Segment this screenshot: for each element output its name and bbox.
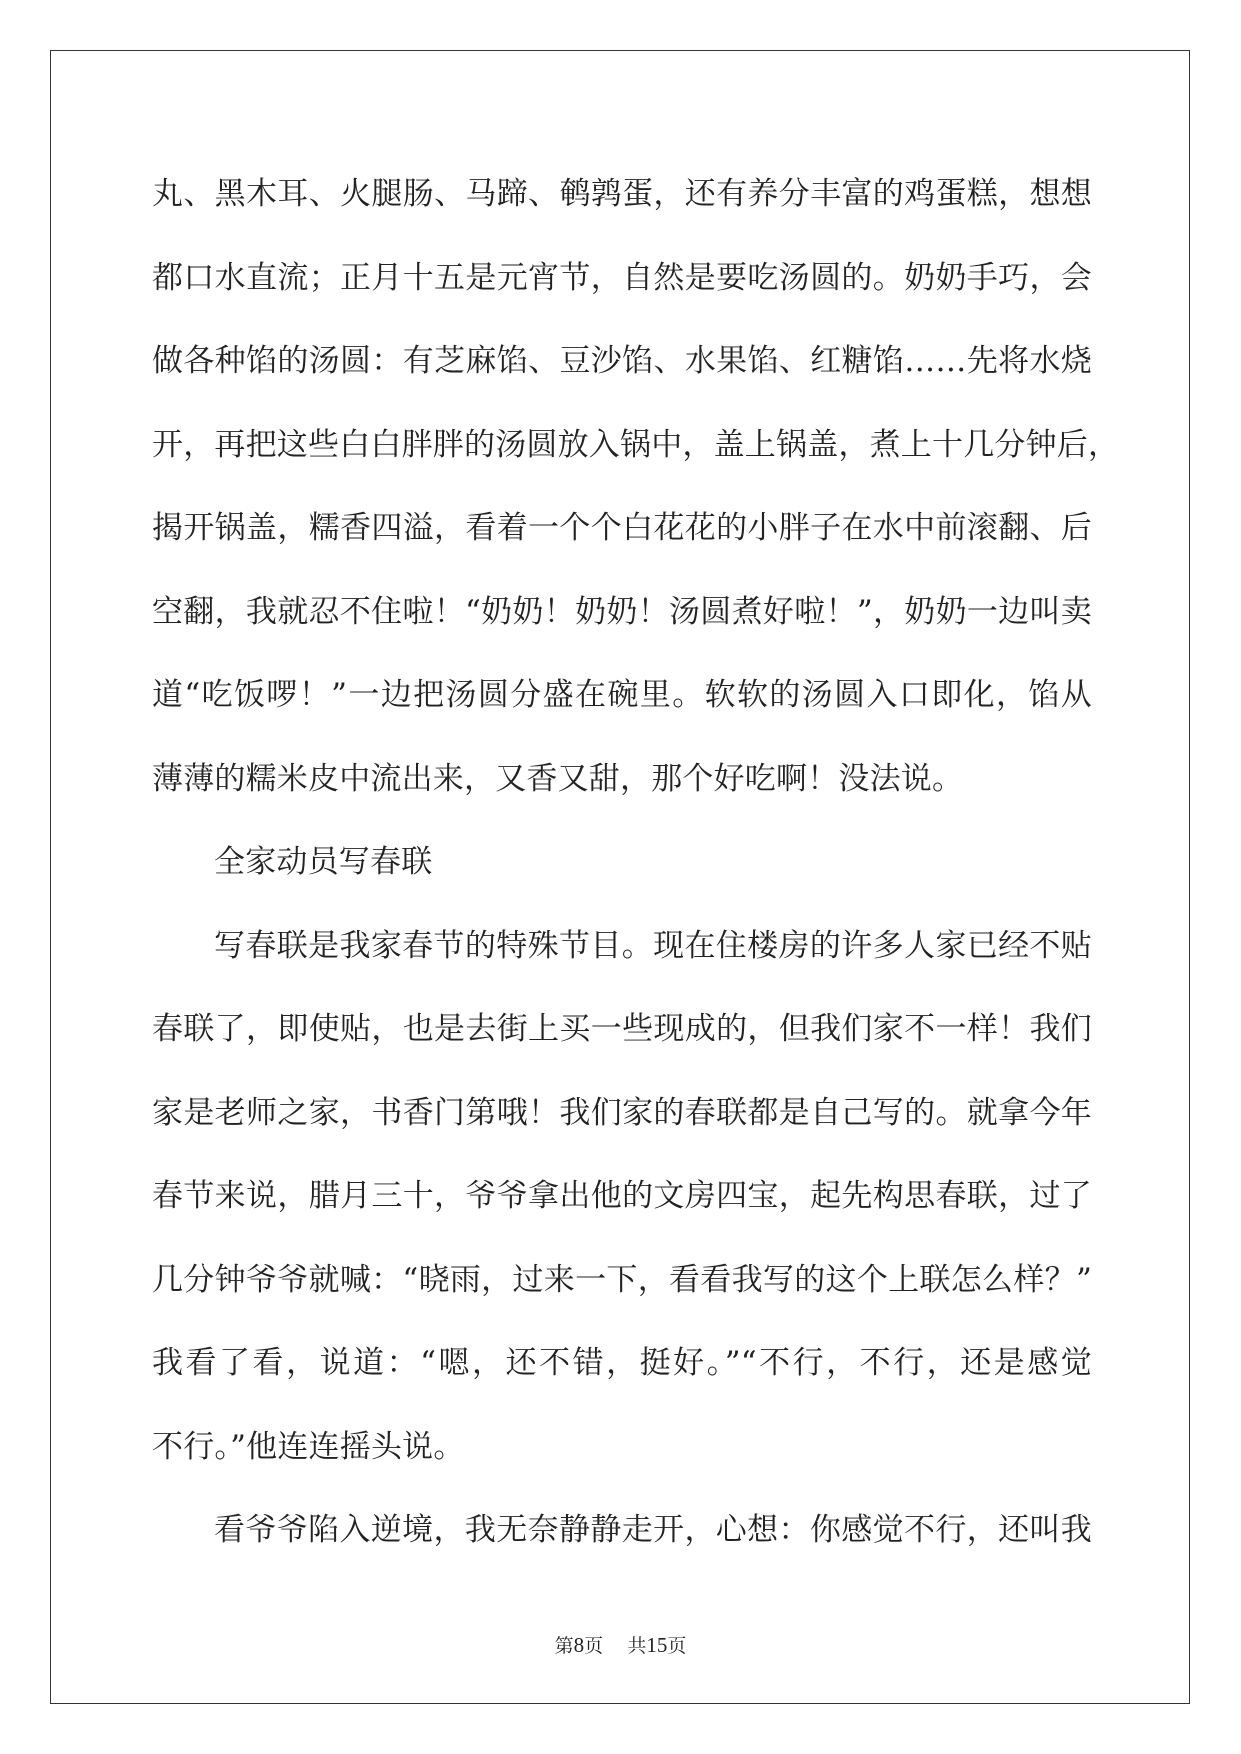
text-line: 揭开锅盖，糯香四溢，看着一个个白花花的小胖子在水中前滚翻、后 [152,510,1092,546]
text-line: 做各种馅的汤圆：有芝麻馅、豆沙馅、水果馅、红糖馅……先将水烧 [152,343,1092,379]
text-line: 开，再把这些白白胖胖的汤圆放入锅中，盖上锅盖，煮上十几分钟后， [152,426,1120,463]
section-heading: 全家动员写春联 [214,844,433,880]
text-line: 道“吃饭啰！”一边把汤圆分盛在碗里。软软的汤圆入口即化，馅从 [152,677,1092,713]
text-line: 丸、黑木耳、火腿肠、马蹄、鹌鹑蛋，还有养分丰富的鸡蛋糕，想想 [152,176,1092,212]
text-line: 看爷爷陷入逆境，我无奈静静走开，心想：你感觉不行，还叫我 [214,1512,1092,1548]
text-line: 写春联是我家春节的特殊节目。现在住楼房的许多人家已经不贴 [214,927,1092,964]
text-line: 空翻，我就忍不住啦！“奶奶！奶奶！汤圆煮好啦！”，奶奶一边叫卖 [152,593,1092,630]
total-prefix: 共 [627,1635,647,1657]
text-line: 春联了，即使贴，也是去街上买一些现成的，但我们家不一样！我们 [152,1011,1092,1047]
text-line: 春节来说，腊月三十，爷爷拿出他的文房四宝，起先构思春联，过了 [152,1178,1092,1214]
text-line: 都口水直流；正月十五是元宵节，自然是要吃汤圆的。奶奶手巧，会 [152,259,1092,296]
page-prefix: 第 [554,1635,574,1657]
page-suffix: 页 [584,1635,604,1657]
total-pages: 15 [646,1633,668,1657]
text-line: 薄薄的糯米皮中流出来，又香又甜，那个好吃啊！没法说。 [152,760,964,797]
page-footer [0,1631,1241,1658]
body-text [152,158,1120,1578]
text-line: 几分钟爷爷就喊：“晓雨，过来一下，看看我写的这个上联怎么样？” [152,1261,1092,1298]
text-line: 家是老师之家，书香门第哦！我们家的春联都是自己写的。就拿今年 [152,1094,1092,1131]
page-number: 8 [573,1633,585,1657]
total-suffix: 页 [667,1635,687,1657]
text-line: 不行。”他连连摇头说。 [152,1428,465,1465]
text-line: 我看了看，说道：“嗯，还不错，挺好。”“不行，不行，还是感觉 [152,1345,1092,1381]
